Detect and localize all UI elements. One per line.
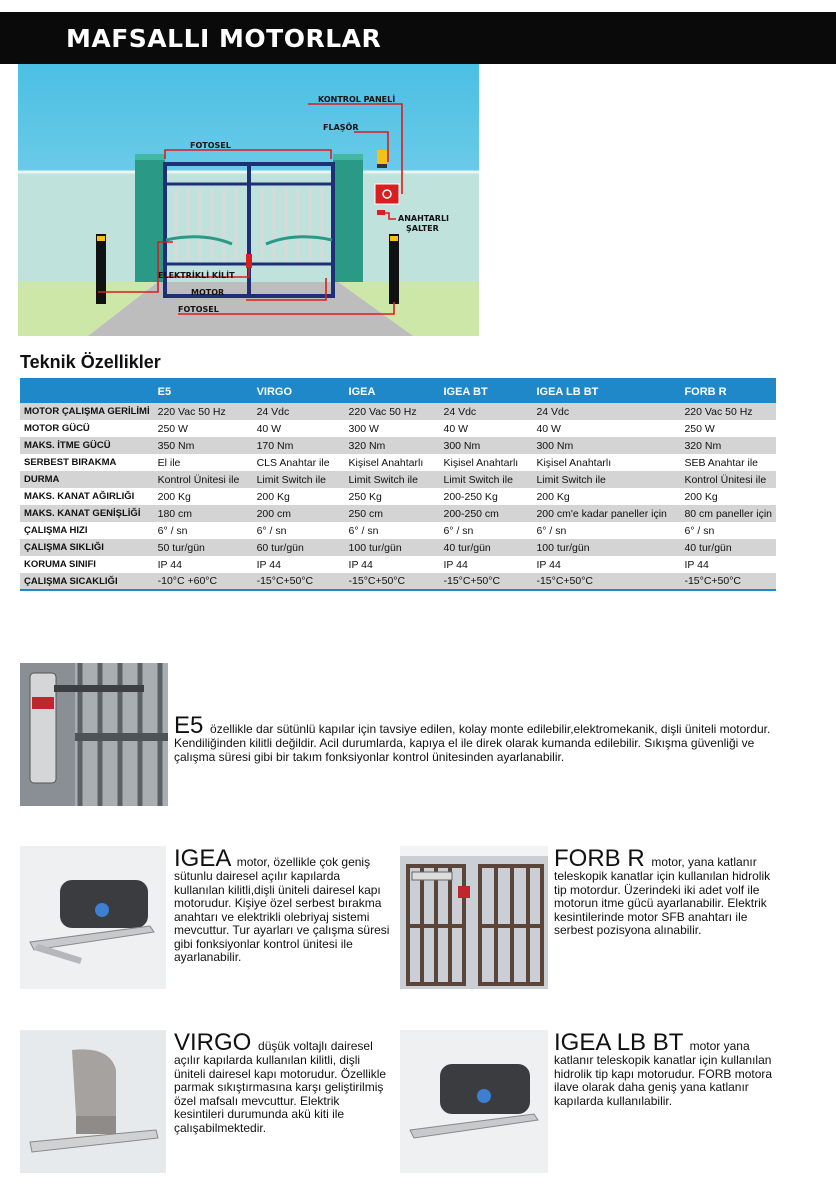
spec-cell: 250 W (680, 420, 776, 437)
spec-cell: -10°C +60°C (154, 573, 253, 590)
gate-installation-diagram (18, 64, 479, 336)
left-photocell-post (96, 234, 106, 304)
spec-cell: 200 Kg (154, 488, 253, 505)
col-header-forb-r: FORB R (680, 378, 776, 403)
spec-row-label: ÇALIŞMA SIKLIĞI (20, 539, 154, 556)
spec-cell: 6° / sn (345, 522, 440, 539)
spec-cell: 40 W (253, 420, 345, 437)
spec-cell: -15°C+50°C (680, 573, 776, 590)
spec-cell: 24 Vdc (532, 403, 680, 420)
spec-row (20, 454, 776, 471)
spec-row-label: ÇALIŞMA HIZI (20, 522, 154, 539)
spec-cell: 200-250 Kg (439, 488, 532, 505)
spec-row-label: MOTOR ÇALIŞMA GERİLİMİ (20, 403, 154, 420)
spec-row-label: MAKS. KANAT GENİŞLİĞİ (20, 505, 154, 522)
specs-title: Teknik Özellikler (20, 352, 161, 372)
right-pillar (333, 154, 363, 282)
left-pillar (135, 154, 165, 282)
forb-r-description (554, 845, 780, 938)
spec-row (20, 488, 776, 505)
spec-row (20, 403, 776, 420)
forb-r-name: FORB R (554, 845, 652, 872)
spec-row (20, 522, 776, 539)
spec-cell: 200 cm (253, 505, 345, 522)
spec-table (20, 378, 776, 591)
col-header-igea: IGEA (345, 378, 440, 403)
spec-cell: 250 W (154, 420, 253, 437)
igea-lb-bt-product-photo (400, 1030, 548, 1173)
virgo-text: düşük voltajlı dairesel açılır kapılarda kullanılan kilitli, dişli üniteli dairesel kapı motorudur. Özellikle parmak sıkıştırmasına karşı geliştirilmiş özel mafsalı mevcuttur. Elektrik kesintileri durumunda akü kiti ile çalışabilmektedir. (174, 1039, 387, 1135)
spec-cell: Limit Switch ile (345, 471, 440, 488)
product-igea (20, 846, 390, 991)
spec-cell: SEB Anahtar ile (680, 454, 776, 471)
e5-product-photo (20, 663, 168, 806)
virgo-product-photo (20, 1030, 166, 1173)
spec-row-label: MAKS. KANAT AĞIRLIĞI (20, 488, 154, 505)
spec-cell: 220 Vac 50 Hz (154, 403, 253, 420)
spec-cell: 40 W (532, 420, 680, 437)
igea-lb-bt-description (554, 1029, 780, 1108)
label-photocell-bottom: FOTOSEL (178, 305, 219, 314)
spec-cell: 40 tur/gün (439, 539, 532, 556)
igea-description (174, 845, 390, 965)
spec-cell: -15°C+50°C (439, 573, 532, 590)
spec-cell: 60 tur/gün (253, 539, 345, 556)
spec-cell: 40 tur/gün (680, 539, 776, 556)
spec-cell: 6° / sn (532, 522, 680, 539)
forb-r-arm (412, 872, 452, 880)
spec-cell: Limit Switch ile (439, 471, 532, 488)
product-forb-r (400, 846, 780, 991)
spec-cell: 220 Vac 50 Hz (680, 403, 776, 420)
spec-cell: 40 W (439, 420, 532, 437)
col-header (20, 378, 154, 403)
spec-cell: Kontrol Ünitesi ile (154, 471, 253, 488)
page-header (0, 0, 836, 64)
spec-cell: 300 Nm (532, 437, 680, 454)
igea-lb-bt-name: IGEA LB BT (554, 1029, 690, 1056)
col-header-igea-lb-bt: IGEA LB BT (532, 378, 680, 403)
spec-cell: -15°C+50°C (532, 573, 680, 590)
spec-cell: 200 Kg (680, 488, 776, 505)
igea-lb-bt-motor-body (440, 1064, 530, 1114)
spec-cell: IP 44 (532, 556, 680, 573)
spec-cell: 320 Nm (345, 437, 440, 454)
spec-cell: 320 Nm (680, 437, 776, 454)
spec-row-label: MOTOR GÜCÜ (20, 420, 154, 437)
e5-text: özellikle dar sütünlü kapılar için tavsiye edilen, kolay monte edilebilir,elektromekanik, dişli üniteli motordur. Kendiliğinden kilitli değildir. Acil durumlarda, kapıya el ile direk olarak kumanda edilebilir. Sıkışma güvenliği ve çalışma süresi gibi bir takım fonksiyonlar kontrol ünitesinden ayarlanabilir. (174, 722, 771, 764)
spec-cell: 6° / sn (154, 522, 253, 539)
spec-cell: 24 Vdc (253, 403, 345, 420)
product-virgo (20, 1030, 390, 1175)
igea-name: IGEA (174, 845, 237, 872)
spec-cell: IP 44 (680, 556, 776, 573)
spec-cell: Kontrol Ünitesi ile (680, 471, 776, 488)
spec-row (20, 437, 776, 454)
spec-cell: 6° / sn (439, 522, 532, 539)
spec-cell: El ile (154, 454, 253, 471)
spec-cell: 50 tur/gün (154, 539, 253, 556)
col-header-virgo: VIRGO (253, 378, 345, 403)
spec-cell: 300 W (345, 420, 440, 437)
col-header-igea-bt: IGEA BT (439, 378, 532, 403)
flasher (377, 150, 387, 164)
product-e5 (20, 663, 780, 808)
forb-r-text: motor, yana katlanır teleskopik kanatlar için kullanılan hidrolik tip motordur. Üzerindeki iki adet volf ile motorun itme gücü ayarlanabilir. Elektrik kesintilerinde motor SFB anahtarı ile serbest pozisyona alınabilir. (554, 855, 771, 937)
virgo-motor-body (72, 1049, 116, 1121)
spec-cell: Limit Switch ile (532, 471, 680, 488)
spec-cell: 100 tur/gün (345, 539, 440, 556)
page-title: MAFSALLI MOTORLAR (66, 24, 382, 53)
spec-cell: 80 cm paneller için (680, 505, 776, 522)
product-igea-lb-bt (400, 1030, 780, 1175)
spec-cell: 350 Nm (154, 437, 253, 454)
spec-cell: 6° / sn (253, 522, 345, 539)
spec-cell: 170 Nm (253, 437, 345, 454)
igea-lb-bt-text: motor yana katlanır teleskopik kanatlar için kullanılan hidrolik tip kapı motorudur. FORB motora ilave olarak daha geniş yana katlanır kapılarda kullanılabilir. (554, 1039, 773, 1108)
spec-cell: IP 44 (154, 556, 253, 573)
spec-cell: 220 Vac 50 Hz (345, 403, 440, 420)
spec-cell: IP 44 (253, 556, 345, 573)
spec-row-label: DURMA (20, 471, 154, 488)
spec-cell: Kişisel Anahtarlı (345, 454, 440, 471)
spec-cell: 200-250 cm (439, 505, 532, 522)
spec-cell: 250 cm (345, 505, 440, 522)
label-electric-lock: ELEKTRİKLİ KİLİT (158, 271, 235, 280)
spec-row (20, 420, 776, 437)
igea-text: motor, özellikle çok geniş sütunlu dairesel açılır kapılarda kullanılan kilitli,dişli üniteli dairesel kapı motorudur. Kişiye özel serbest bırakma anahtarı ve elektrikli olebriyaj sistemi mevcuttur. Tur ayarları ve çalışma süresi gibi fonksiyonlar kontrol ünitesi ile ayarlanabilir. (174, 855, 390, 964)
control-panel (375, 184, 399, 204)
label-flasher: FLAŞÖR (323, 123, 359, 132)
spec-row (20, 539, 776, 556)
virgo-description (174, 1029, 390, 1135)
spec-cell: 24 Vdc (439, 403, 532, 420)
spec-cell: -15°C+50°C (345, 573, 440, 590)
spec-row-label: KORUMA SINIFI (20, 556, 154, 573)
spec-row (20, 471, 776, 488)
spec-row (20, 505, 776, 522)
label-switch: ŞALTER (406, 224, 439, 233)
e5-name: E5 (174, 712, 211, 739)
spec-cell: 200 Kg (253, 488, 345, 505)
spec-row-label: MAKS. İTME GÜCÜ (20, 437, 154, 454)
right-photocell-post (389, 234, 399, 304)
spec-cell: CLS Anahtar ile (253, 454, 345, 471)
label-control-panel: KONTROL PANELİ (318, 95, 396, 104)
spec-cell: 250 Kg (345, 488, 440, 505)
spec-cell: 200 cm'e kadar paneller için (532, 505, 680, 522)
spec-cell: IP 44 (439, 556, 532, 573)
label-photocell-top: FOTOSEL (190, 141, 231, 150)
spec-row (20, 556, 776, 573)
spec-cell: 6° / sn (680, 522, 776, 539)
spec-cell: Kişisel Anahtarlı (532, 454, 680, 471)
spec-row-label: ÇALIŞMA SICAKLIĞI (20, 573, 154, 590)
label-motor: MOTOR (191, 288, 225, 297)
spec-cell: Kişisel Anahtarlı (439, 454, 532, 471)
label-key-switch: ANAHTARLI (398, 214, 450, 223)
spec-cell: 200 Kg (532, 488, 680, 505)
e5-description (174, 712, 774, 764)
spec-cell: Limit Switch ile (253, 471, 345, 488)
spec-table-header (20, 378, 776, 403)
spec-cell: -15°C+50°C (253, 573, 345, 590)
spec-row (20, 573, 776, 590)
e5-motor-body (30, 673, 56, 783)
igea-product-photo (20, 846, 166, 989)
spec-cell: IP 44 (345, 556, 440, 573)
forb-r-product-photo (400, 846, 548, 989)
spec-cell: 300 Nm (439, 437, 532, 454)
spec-cell: 100 tur/gün (532, 539, 680, 556)
virgo-name: VIRGO (174, 1029, 259, 1056)
col-header-e5: E5 (154, 378, 253, 403)
spec-cell: 180 cm (154, 505, 253, 522)
spec-row-label: SERBEST BIRAKMA (20, 454, 154, 471)
